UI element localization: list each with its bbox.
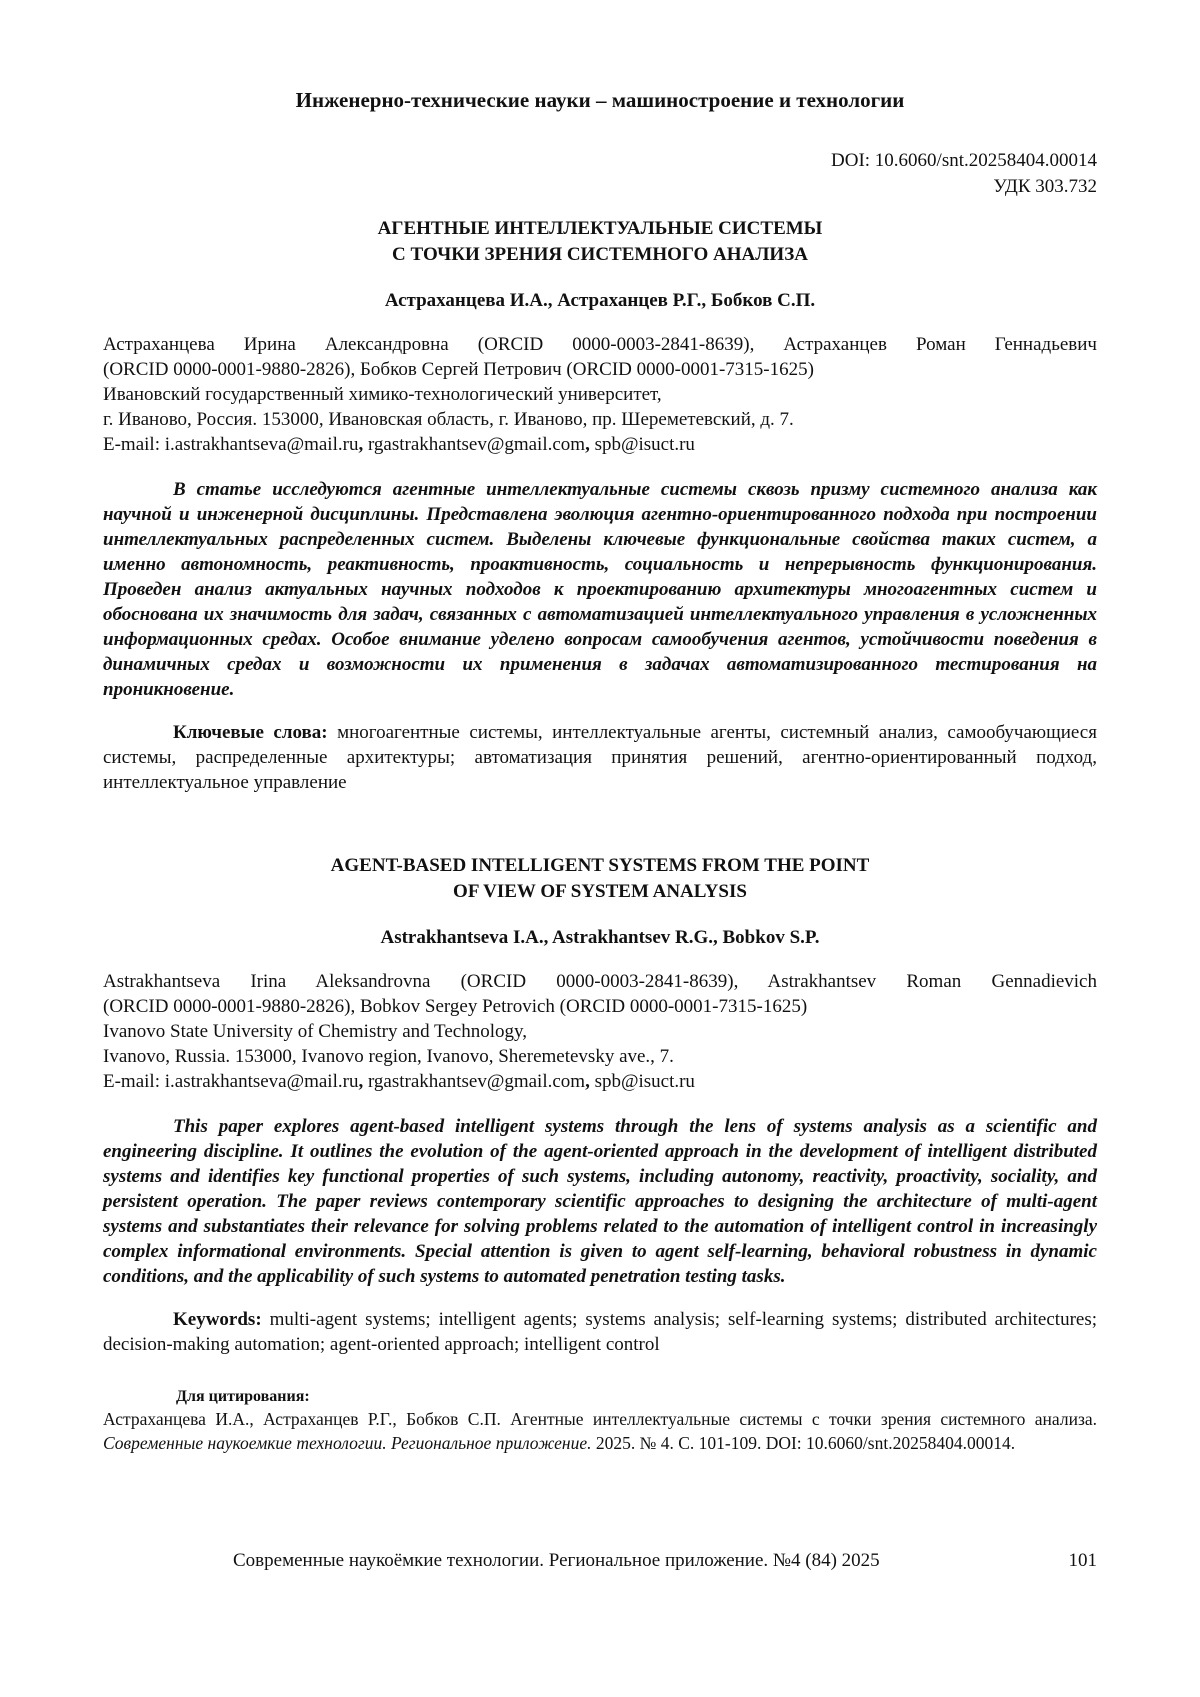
ru-email-3[interactable]: spb@isuct.ru <box>594 434 695 455</box>
en-email-2[interactable]: rgastrakhantsev@gmail.com <box>367 1071 586 1092</box>
ru-keywords-text: многоагентные системы, интеллектуальные агенты, системный анализ, самообучающиеся системы, распределенные архитектуры; автоматизация принятия решений, агентно-ориентированный подход, интеллектуальное управление <box>103 722 1097 793</box>
ru-email-1[interactable]: i.astrakhantseva@mail.ru <box>164 434 359 455</box>
ru-email-label: E-mail: <box>103 434 165 455</box>
ru-authors: Астраханцева И.А., Астраханцев Р.Г., Бобков С.П. <box>384 290 816 311</box>
ru-keywords <box>103 720 1097 795</box>
en-keywords-text: multi-agent systems; intelligent agents; systems analysis; self-learning systems; distributed architectures; decision-making automation; agent-oriented approach; intelligent control <box>103 1309 1097 1355</box>
ru-affiliation <box>103 332 1097 457</box>
en-affil-line3: Ivanovo State University of Chemistry and Technology, <box>103 1021 527 1042</box>
en-keywords-label: Keywords: <box>173 1309 262 1330</box>
udc-line: УДК 303.732 <box>993 176 1097 197</box>
article-identifiers <box>103 148 1097 200</box>
ru-affil-line4: г. Иваново, Россия. 153000, Ивановская область, г. Иваново, пр. Шереметевский, д. 7. <box>103 409 794 430</box>
citation-label: Для цитирования: <box>176 1388 310 1405</box>
footer-journal: Современные наукоёмкие технологии. Региональное приложение. №4 (84) 2025 <box>233 1550 880 1571</box>
ru-email-2[interactable]: rgastrakhantsev@gmail.com <box>367 434 586 455</box>
ru-abstract: В статье исследуются агентные интеллектуальные системы сквозь призму системного анализа как научной и инженерной дисциплины. Представлена эволюция агентно-ориентированного подхода при построении интеллектуальных распределенных систем. Выделены ключевые функциональные свойства таких систем, а именно автономность, реактивность, проактивность, социальность и непрерывность функционирования. Проведен анализ актуальных научных подходов к проектированию архитектуры многоагентных систем и обоснована их значимость для задач, связанных с автоматизацией интеллектуального управления в усложненных информационных средах. Особое внимание уделено вопросам самообучения агентов, устойчивости поведения в динамичных средах и возможности их применения в задачах автоматизированного тестирования на проникновение. <box>103 479 1097 700</box>
citation-journal: Современные наукоемкие технологии. Региональное приложение. <box>103 1433 592 1453</box>
ru-email-line: E-mail: i.astrakhantseva@mail.ru, rgastrakhantsev@gmail.com, spb@isuct.ru <box>103 434 695 455</box>
ru-title <box>103 216 1097 268</box>
ru-title-line2: С ТОЧКИ ЗРЕНИЯ СИСТЕМНОГО АНАЛИЗА <box>392 244 808 265</box>
citation-text <box>103 1407 1097 1455</box>
en-abstract: This paper explores agent-based intelligent systems through the lens of systems analysis as a scientific and engineering discipline. It outlines the evolution of the agent-oriented approach in the development of intelligent distributed systems and identifies key functional properties of such systems, including autonomy, reactivity, proactivity, sociality, and persistent operation. The paper reviews contemporary scientific approaches to designing the architecture of multi-agent systems and substantiates their relevance for solving problems related to the automation of intelligent control in increasingly complex informational environments. Special attention is given to agent self-learning, behavioral robustness in dynamic conditions, and the applicability of such systems to automated penetration testing tasks. <box>103 1116 1097 1287</box>
en-authors: Astrakhantseva I.A., Astrakhantsev R.G., Bobkov S.P. <box>380 927 820 948</box>
page-number: 101 <box>1068 1550 1097 1571</box>
en-title <box>103 853 1097 905</box>
citation-part2: 2025. № 4. С. 101-109. DOI: 10.6060/snt.20258404.00014. <box>591 1433 1016 1453</box>
page-content <box>103 86 1097 1455</box>
en-email-line: E-mail: i.astrakhantseva@mail.ru, rgastrakhantsev@gmail.com, spb@isuct.ru <box>103 1071 695 1092</box>
en-affil-line2: (ORCID 0000-0001-9880-2826), Bobkov Sergey Petrovich (ORCID 0000-0001-7315-1625) <box>103 996 808 1017</box>
section-header: Инженерно-технические науки – машиностроение и технологии <box>295 88 905 112</box>
ru-keywords-label: Ключевые слова: <box>173 722 328 743</box>
en-title-line1: AGENT-BASED INTELLIGENT SYSTEMS FROM THE POINT <box>330 855 870 876</box>
en-title-line2: OF VIEW OF SYSTEM ANALYSIS <box>453 881 747 902</box>
citation-part1: Астраханцева И.А., Астраханцев Р.Г., Бобков С.П. Агентные интеллектуальные системы с точки зрения системного анализа. <box>103 1409 1097 1429</box>
ru-affil-line2: (ORCID 0000-0001-9880-2826), Бобков Сергей Петрович (ORCID 0000-0001-7315-1625) <box>103 359 814 380</box>
en-affil-line4: Ivanovo, Russia. 153000, Ivanovo region, Ivanovo, Sheremetevsky ave., 7. <box>103 1046 674 1067</box>
ru-title-line1: АГЕНТНЫЕ ИНТЕЛЛЕКТУАЛЬНЫЕ СИСТЕМЫ <box>377 218 823 239</box>
en-email-1[interactable]: i.astrakhantseva@mail.ru <box>164 1071 359 1092</box>
en-affiliation <box>103 969 1097 1094</box>
en-affil-line1: Astrakhantseva Irina Aleksandrovna (ORCID 0000-0003-2841-8639), Astrakhantsev Roman Gennadievich <box>103 971 1097 992</box>
en-email-3[interactable]: spb@isuct.ru <box>594 1071 695 1092</box>
en-keywords <box>103 1307 1097 1357</box>
ru-affil-line3: Ивановский государственный химико-технологический университет, <box>103 384 662 405</box>
doi-line: DOI: 10.6060/snt.20258404.00014 <box>831 150 1097 171</box>
ru-affil-line1: Астраханцева Ирина Александровна (ORCID 0000-0003-2841-8639), Астраханцев Роман Геннадьевич <box>103 334 1097 355</box>
en-email-label: E-mail: <box>103 1071 165 1092</box>
